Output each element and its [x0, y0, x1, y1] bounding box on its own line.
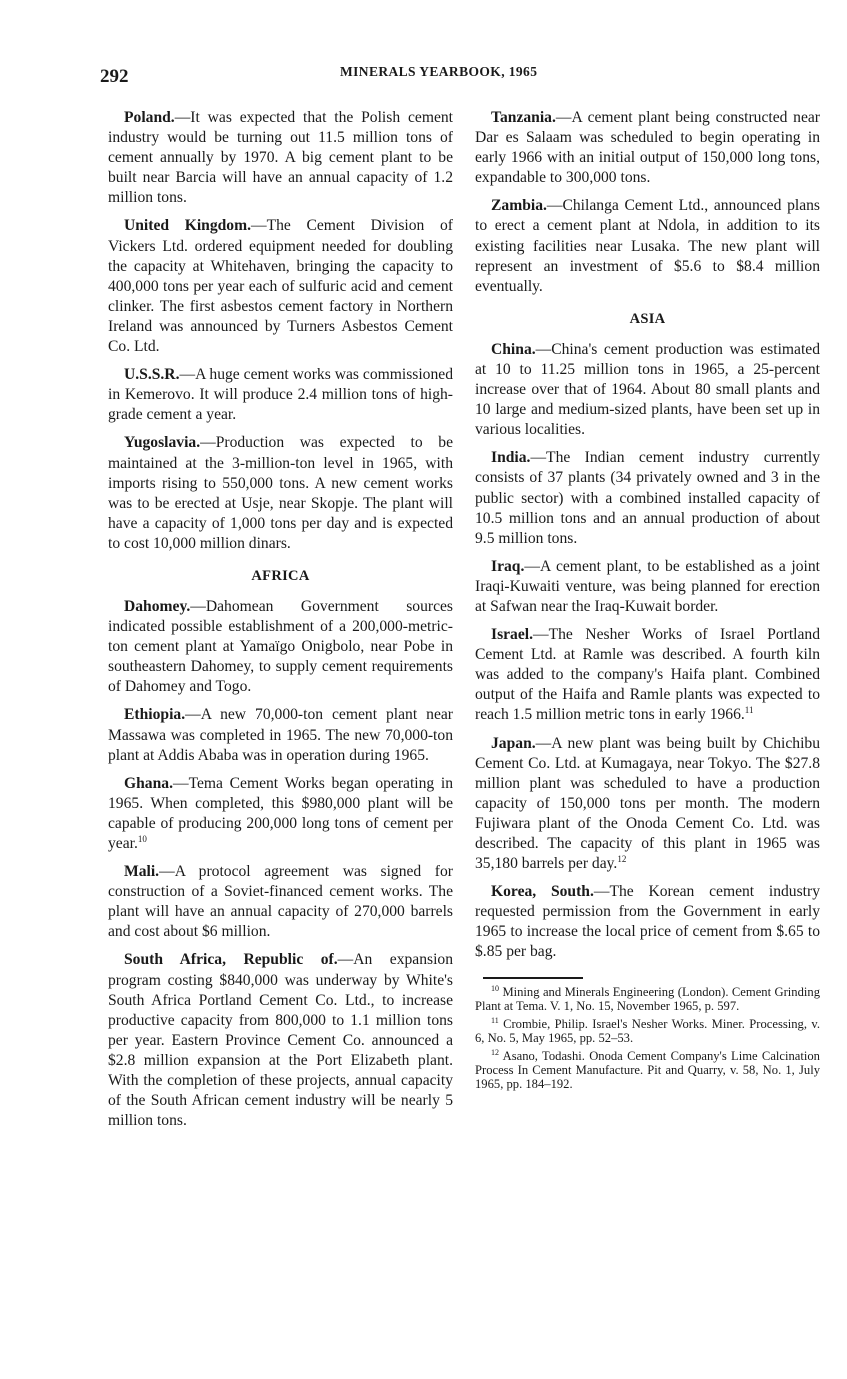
- paragraph-israel: Israel.—The Nesher Works of Israel Portland Cement Ltd. at Ramle was described. A fourth kiln was added to the company's Haifa plant. Combined output of the Haifa and Ramle plants was expected to reach 1.5 million metric tons in early 1966.11: [475, 626, 820, 724]
- paragraph-iraq: Iraq.—A cement plant, to be established as a joint Iraqi-Kuwaiti venture, was being planned for erection at Safwan near the Iraq-Kuwait border.: [475, 557, 820, 615]
- page-number: 292: [100, 66, 129, 87]
- paragraph-south-africa: South Africa, Republic of.—An expansion program costing $840,000 was underway by White's South Africa Portland Cement Co. Ltd., to increase productive capacity from 800,000 to 1.1 million tons per year. Eastern Province Cement Co. announced a $2.8 million expansion at the Port Elizabeth plant. With the completion of these projects, annual capacity of the South African cement industry will be nearly 5 million tons.: [108, 951, 453, 1130]
- paragraph-poland: Poland.—It was expected that the Polish cement industry would be turning out 11.5 million tons of cement annually by 1970. A big cement plant to be built near Barcia will have an annual capacity of 1.2 million tons.: [108, 109, 453, 207]
- paragraph-india: India.—The Indian cement industry currently consists of 37 plants (34 privately owned and 3 in the public sector) with a combined installed capacity of 10.5 million tons and an annual production of about 9.5 million tons.: [475, 449, 820, 547]
- page-header: [0, 60, 847, 90]
- paragraph-japan: Japan.—A new plant was being built by Chichibu Cement Co. Ltd. at Kumagaya, near Tokyo. The $27.8 million plant was scheduled to have a production capacity of 150,000 tons per month. The modern Fujiwara plant of the Onoda Cement Co. Ltd. was described. The capacity of this plant in 1965 was 35,180 barrels per day.$^{12}$: [475, 734, 820, 873]
- paragraph-ethiopia: Ethiopia.—A new 70,000-ton cement plant near Massawa was completed in 1965. The new 70,000-ton plant at Addis Ababa was in operation during 1965.: [108, 706, 453, 764]
- footnote-ref: 12: [617, 853, 627, 864]
- paragraph-china: China.—China's cement production was estimated at 10 to 11.25 million tons in 1965, a 25-percent increase over that of 1964. About 80 small plants and 10 large and medium-sized plants, have been set up in various localities.: [475, 340, 820, 439]
- paragraph-dahomey: Dahomey.—Dahomean Government sources indicated possible establishment of a 200,000-metric-ton cement plant at Yamaïgo Onigbolo, near Pobe in southeastern Dahomey, to supply cement requirements of Dahomey and Togo.: [108, 597, 453, 696]
- section-heading-asia: ASIA: [629, 310, 666, 327]
- section-heading-africa: AFRICA: [251, 567, 310, 584]
- running-title: MINERALS YEARBOOK, 1965: [340, 64, 538, 79]
- footnote-divider: [483, 977, 583, 979]
- footnote-ref: 10: [137, 833, 147, 844]
- paragraph-mali: Mali.—A protocol agreement was signed for construction of a Soviet-financed cement works. The plant will have an annual capacity of 270,000 barrels and cost about $6 million.: [108, 863, 453, 941]
- paragraph-ussr: U.S.S.R.—A huge cement works was commissioned in Kemerovo. It will produce 2.4 million tons of high-grade cement a year.: [108, 366, 453, 424]
- footnote-ref: 11: [744, 705, 754, 716]
- left-column: [108, 108, 453, 1139]
- paragraph-zambia: Zambia.—Chilanga Cement Ltd., announced plans to erect a cement plant at Ndola, in addition to its existing facilities near Lusaka. The new plant will represent an investment of $5.6 to $8.4 million eventually.: [475, 197, 820, 295]
- paragraph-united-kingdom: United Kingdom.—The Cement Division of Vickers Ltd. ordered equipment needed for doubling the capacity at Whitehaven, bringing the capacity to 400,000 tons per year each of sulfuric acid and cement clinker. The first asbestos cement factory in Northern Ireland was announced by Turners Asbestos Cement Co. Ltd.: [108, 217, 453, 356]
- paragraph-yugoslavia: Yugoslavia.—Production was expected to be maintained at the 3-million-ton level in 1965, with imports rising to 550,000 tons. A new cement works was to be erected at Usje, near Skopje. The plant will have a capacity of 1,000 tons per day and is expected to cost 10,000 million dinars.: [108, 434, 453, 552]
- right-column: [475, 108, 820, 1095]
- paragraph-ghana: Ghana.—Tema Cement Works began operating in 1965. When completed, this $980,000 plant will be capable of producing 200,000 long tons of cement per year.$^{10}$: [108, 774, 453, 852]
- paragraph-korea-south: Korea, South.—The Korean cement industry requested permission from the Government in early 1965 to increase the local price of cement from $.65 to $.85 per bag.: [475, 883, 820, 961]
- footnote-10: $^{10}$ Mining and Minerals Engineering (London). Cement Grinding Plant at Tema. V. 1, No. 15, November 1965, p. 597.: [475, 983, 820, 1013]
- footnote-11: $^{11}$ Crombie, Philip. Israel's Nesher Works. Miner. Processing, v. 6, No. 5, May 1965, pp. 52–53.: [475, 1015, 820, 1045]
- paragraph-tanzania: Tanzania.—A cement plant being constructed near Dar es Salaam was scheduled to begin operating in early 1966 with an initial output of 150,000 long tons, expandable to 300,000 tons.: [475, 109, 820, 187]
- footnote-12: $^{12}$ Asano, Todashi. Onoda Cement Company's Lime Calcination Process In Cement Manufacture. Pit and Quarry, v. 58, No. 1, July 1965, pp. 184–192.: [475, 1047, 820, 1091]
